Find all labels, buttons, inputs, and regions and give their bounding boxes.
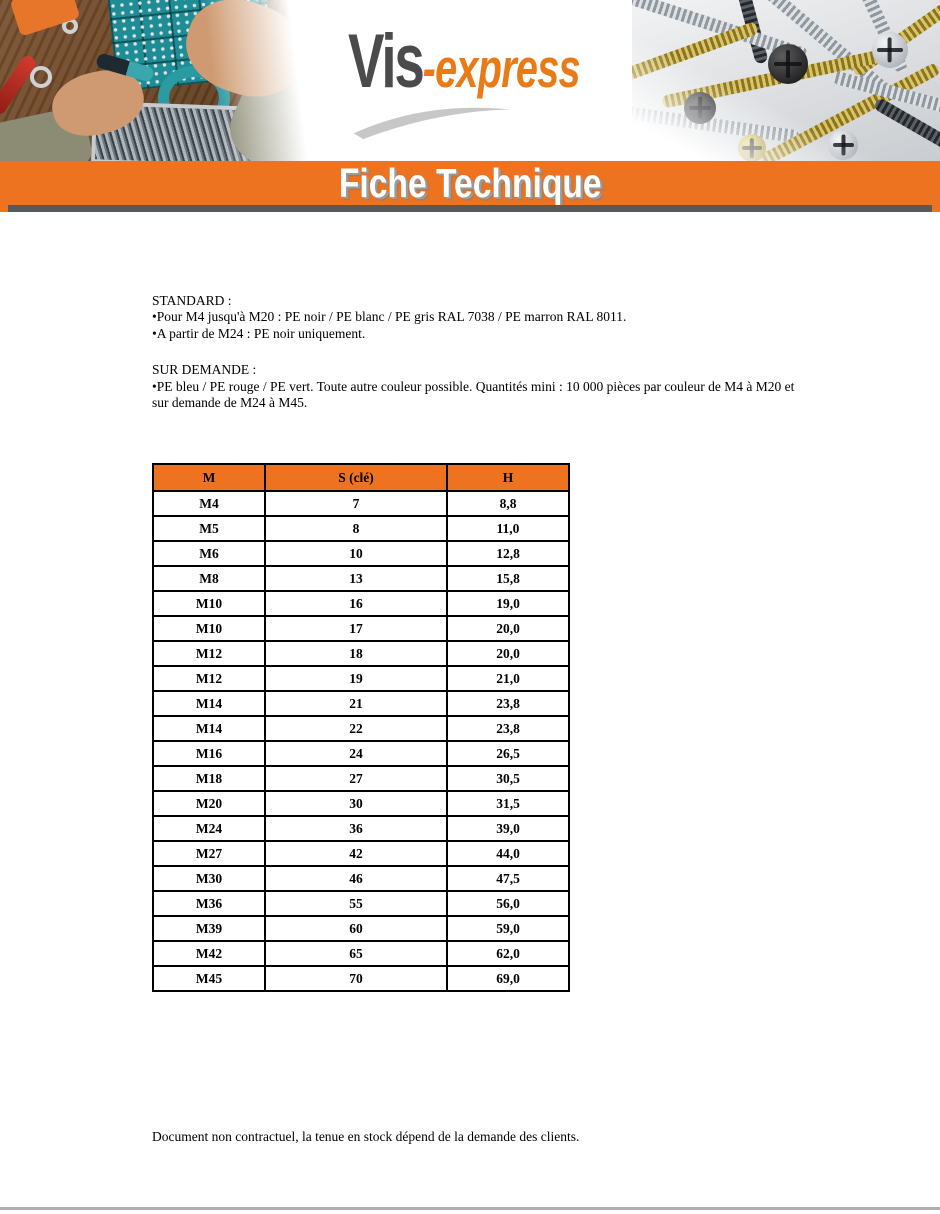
washer-shape [30,66,52,88]
table-row [153,566,569,591]
brand-logo [348,18,608,138]
table-cell: 23,8 [447,716,569,741]
table-cell: 36 [265,816,447,841]
table-cell: 22 [265,716,447,741]
table-cell: M12 [153,641,265,666]
title-banner-inner [0,161,940,205]
logo-text-vis: Vis [348,19,423,104]
screw-head-shape [828,130,858,160]
table-cell: M24 [153,816,265,841]
bullet-item: • PE bleu / PE rouge / PE vert. Toute autre couleur possible. Quantités mini : 10 000 pièces par couleur de M4 à M20 et sur demande de M24 à M45. [152,379,800,412]
logo-text-express: -express [422,37,580,99]
table-cell: 10 [265,541,447,566]
table-row [153,791,569,816]
table-cell: M14 [153,691,265,716]
spec-table-head [153,464,569,491]
table-cell: M42 [153,941,265,966]
table-cell: 8,8 [447,491,569,516]
table-cell: 20,0 [447,616,569,641]
screw-shape [632,21,759,88]
screw-shape [632,106,800,144]
table-row [153,491,569,516]
table-cell: M6 [153,541,265,566]
bottom-rule [0,1207,940,1210]
table-cell: 69,0 [447,966,569,991]
screws-photo [632,0,940,161]
table-row [153,591,569,616]
table-row [153,641,569,666]
table-cell: 27 [265,766,447,791]
table-cell: 11,0 [447,516,569,541]
page-title: Fiche Technique [338,159,602,206]
table-cell: 16 [265,591,447,616]
table-cell: M16 [153,741,265,766]
screw-head-shape [768,44,808,84]
table-cell: M5 [153,516,265,541]
bullet-item: • A partir de M24 : PE noir uniquement. [152,326,800,342]
table-cell: 30 [265,791,447,816]
column-header-s: S (clé) [265,464,447,491]
section-standard [152,293,800,342]
table-cell: 44,0 [447,841,569,866]
table-cell: 42 [265,841,447,866]
intro-text [152,293,800,411]
table-cell: 39,0 [447,816,569,841]
table-cell: 70 [265,966,447,991]
table-cell: 26,5 [447,741,569,766]
table-cell: 47,5 [447,866,569,891]
table-cell: 31,5 [447,791,569,816]
table-cell: 18 [265,641,447,666]
footer-note: Document non contractuel, la tenue en stock dépend de la demande des clients. [152,1129,580,1144]
table-row [153,816,569,841]
table-cell: M8 [153,566,265,591]
table-cell: 21 [265,691,447,716]
column-header-h: H [447,464,569,491]
table-cell: 8 [265,516,447,541]
table-cell: M45 [153,966,265,991]
page-header [0,0,940,161]
table-cell: 19 [265,666,447,691]
table-cell: M12 [153,666,265,691]
section-title: SUR DEMANDE : [152,362,257,378]
table-row [153,866,569,891]
title-banner [0,161,940,212]
section-title: STANDARD : [152,293,232,308]
table-row [153,941,569,966]
banner-underline [8,205,932,212]
table-row [153,541,569,566]
table-cell: M4 [153,491,265,516]
table-row [153,616,569,641]
table-cell: M39 [153,916,265,941]
spec-table [152,463,570,992]
logo-swoosh-icon [348,98,520,142]
table-row [153,891,569,916]
table-row [153,916,569,941]
table-cell: 30,5 [447,766,569,791]
table-cell: 56,0 [447,891,569,916]
table-cell: 13 [265,566,447,591]
table-cell: M14 [153,716,265,741]
bullet-item: • Pour M4 jusqu'à M20 : PE noir / PE blanc / PE gris RAL 7038 / PE marron RAL 8011. [152,309,800,325]
table-cell: M18 [153,766,265,791]
table-cell: 23,8 [447,691,569,716]
table-cell: 7 [265,491,447,516]
screw-head-shape [684,92,716,124]
table-row [153,741,569,766]
table-cell: M20 [153,791,265,816]
table-row [153,716,569,741]
table-cell: 55 [265,891,447,916]
table-cell: 17 [265,616,447,641]
screw-head-shape [872,32,908,68]
table-cell: M30 [153,866,265,891]
table-cell: 59,0 [447,916,569,941]
spec-table-body [153,491,569,991]
screw-head-shape [738,134,766,161]
spec-table-container [152,463,570,992]
table-row [153,966,569,991]
table-row [153,766,569,791]
table-cell: 21,0 [447,666,569,691]
table-cell: M10 [153,591,265,616]
section-sur-demande [152,362,800,411]
table-row [153,691,569,716]
table-cell: M10 [153,616,265,641]
table-row [153,666,569,691]
table-cell: M27 [153,841,265,866]
logo-wordmark [348,18,580,105]
table-cell: 12,8 [447,541,569,566]
table-cell: 19,0 [447,591,569,616]
table-cell: 20,0 [447,641,569,666]
table-cell: 62,0 [447,941,569,966]
table-cell: 15,8 [447,566,569,591]
table-cell: M36 [153,891,265,916]
table-cell: 24 [265,741,447,766]
workbench-photo [0,0,308,161]
table-cell: 60 [265,916,447,941]
header-row [153,464,569,491]
table-cell: 46 [265,866,447,891]
table-row [153,841,569,866]
column-header-m: M [153,464,265,491]
table-cell: 65 [265,941,447,966]
table-row [153,516,569,541]
